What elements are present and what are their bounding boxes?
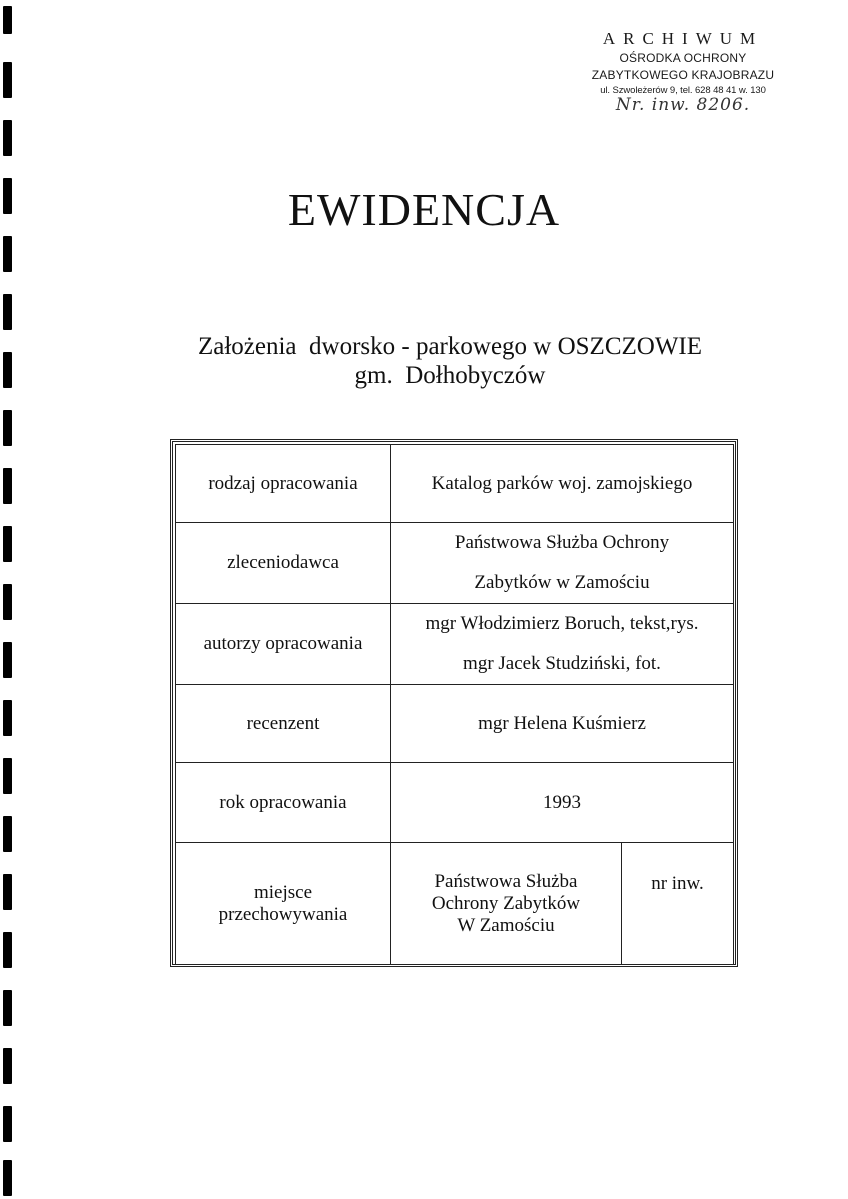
value-line: Państwowa Służba xyxy=(434,870,578,892)
table-row xyxy=(176,763,734,843)
label-line: miejsce xyxy=(253,881,313,903)
binding-hole xyxy=(3,120,12,156)
binding-hole xyxy=(3,874,12,910)
row-value: mgr Helena Kuśmierz xyxy=(391,685,734,763)
row-label: autorzy opracowania xyxy=(176,604,391,685)
binding-hole xyxy=(3,236,12,272)
value-line: mgr Jacek Studziński, fot. xyxy=(463,653,661,674)
row-label: zleceniodawca xyxy=(176,523,391,604)
binding-hole xyxy=(3,932,12,968)
record-table xyxy=(175,444,734,965)
value-line: Zabytków w Zamościu xyxy=(474,572,650,593)
archive-stamp xyxy=(574,28,792,114)
binding-hole xyxy=(3,758,12,794)
binding-hole xyxy=(3,1160,12,1196)
row-value xyxy=(391,523,734,604)
binding-hole xyxy=(3,294,12,330)
binding-hole xyxy=(3,584,12,620)
binding-hole xyxy=(3,62,12,98)
binding-hole xyxy=(3,642,12,678)
table-row xyxy=(176,843,734,965)
value-line: Ochrony Zabytków xyxy=(431,892,581,914)
binding-hole xyxy=(3,1048,12,1084)
document-subtitle xyxy=(0,332,848,390)
binding-hole xyxy=(3,990,12,1026)
row-value xyxy=(391,604,734,685)
binding-hole xyxy=(3,1106,12,1142)
value-line: W Zamościu xyxy=(457,914,555,936)
inventory-number-cell: nr inw. xyxy=(622,843,734,965)
row-label: rok opracowania xyxy=(176,763,391,843)
row-value xyxy=(391,843,622,965)
handwritten-inventory-number: Nr. inw. 8206. xyxy=(615,95,751,115)
row-label: recenzent xyxy=(176,685,391,763)
row-label xyxy=(176,843,391,965)
row-value: 1993 xyxy=(391,763,734,843)
row-label: rodzaj opracowania xyxy=(176,445,391,523)
table-row xyxy=(176,685,734,763)
table-row xyxy=(176,523,734,604)
binding-hole xyxy=(3,526,12,562)
value-line: mgr Włodzimierz Boruch, tekst,rys. xyxy=(425,613,699,634)
stamp-line-1: OŚRODKA OCHRONY xyxy=(619,51,747,65)
binding-hole xyxy=(3,410,12,446)
label-line: przechowywania xyxy=(218,903,348,925)
binding-hole xyxy=(3,700,12,736)
binding-hole xyxy=(3,468,12,504)
binding-hole xyxy=(3,6,12,34)
binding-hole xyxy=(3,816,12,852)
row-value: Katalog parków woj. zamojskiego xyxy=(391,445,734,523)
stamp-address: ul. Szwoleżerów 9, tel. 628 48 41 w. 130 xyxy=(600,85,766,96)
table-row xyxy=(176,445,734,523)
subtitle-line-1: Założenia dworsko - parkowego w OSZCZOWIE xyxy=(197,333,703,360)
table-row xyxy=(176,604,734,685)
value-line: Państwowa Służba Ochrony xyxy=(454,532,670,553)
stamp-line-2: ZABYTKOWEGO KRAJOBRAZU xyxy=(591,68,775,82)
subtitle-line-2: gm. Dołhobyczów xyxy=(354,362,546,389)
document-title: EWIDENCJA xyxy=(287,184,561,235)
stamp-title: ARCHIWUM xyxy=(602,29,764,48)
